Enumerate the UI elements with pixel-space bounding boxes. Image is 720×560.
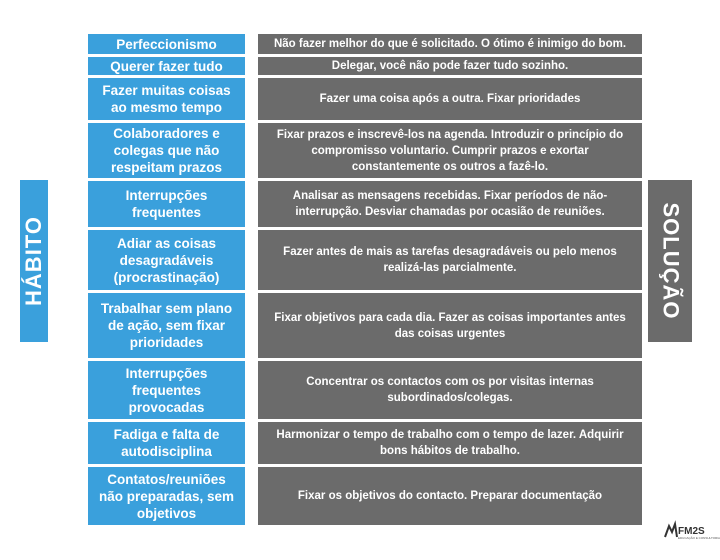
habit-cell: Contatos/reuniões não preparadas, sem objetivos xyxy=(88,467,245,525)
solution-cell: Harmonizar o tempo de trabalho com o tempo de lazer. Adquirir bons hábitos de trabalho. xyxy=(258,422,642,464)
solution-cell: Fixar os objetivos do contacto. Preparar documentação xyxy=(258,467,642,525)
solution-label-text: SOLUÇÃO xyxy=(658,202,683,320)
habit-label-text: HÁBITO xyxy=(21,216,46,306)
solution-side-label xyxy=(648,180,692,342)
habit-cell: Perfeccionismo xyxy=(88,34,245,54)
solution-cell: Fixar prazos e inscrevê-los na agenda. Introduzir o princípio do compromisso voluntario. Cumprir prazos e exortar constantemente os outros a fazê-lo. xyxy=(258,123,642,178)
solution-cell: Fazer uma coisa após a outra. Fixar prioridades xyxy=(258,78,642,120)
solution-cell: Delegar, você não pode fazer tudo sozinho. xyxy=(258,57,642,75)
habit-cell: Fazer muitas coisas ao mesmo tempo xyxy=(88,78,245,120)
logo-text: FM2S xyxy=(678,526,705,537)
solution-cell: Concentrar os contactos com os por visitas internas subordinados/colegas. xyxy=(258,361,642,419)
habit-cell: Querer fazer tudo xyxy=(88,57,245,75)
solution-cell: Fazer antes de mais as tarefas desagradáveis ou pelo menos realizá-las parcialmente. xyxy=(258,230,642,290)
logo-mark-icon xyxy=(665,524,677,537)
solution-cell: Analisar as mensagens recebidas. Fixar períodos de não-interrupção. Desviar chamadas por ocasião de reuniões. xyxy=(258,181,642,227)
habit-cell: Adiar as coisas desagradáveis (procrastinação) xyxy=(88,230,245,290)
habit-cell: Fadiga e falta de autodisciplina xyxy=(88,422,245,464)
habit-cell: Interrupções frequentes provocadas xyxy=(88,361,245,419)
habit-cell: Colaboradores e colegas que não respeitam prazos xyxy=(88,123,245,178)
habit-cell: Interrupções frequentes xyxy=(88,181,245,227)
fm2s-logo xyxy=(664,518,720,542)
solution-cell: Não fazer melhor do que é solicitado. O ótimo é inimigo do bom. xyxy=(258,34,642,54)
habit-side-label xyxy=(20,180,48,342)
logo-subtext: EDUCAÇÃO E CONSULTORIA xyxy=(678,536,720,540)
habit-cell: Trabalhar sem plano de ação, sem fixar prioridades xyxy=(88,293,245,358)
solution-cell: Fixar objetivos para cada dia. Fazer as coisas importantes antes das coisas urgentes xyxy=(258,293,642,358)
